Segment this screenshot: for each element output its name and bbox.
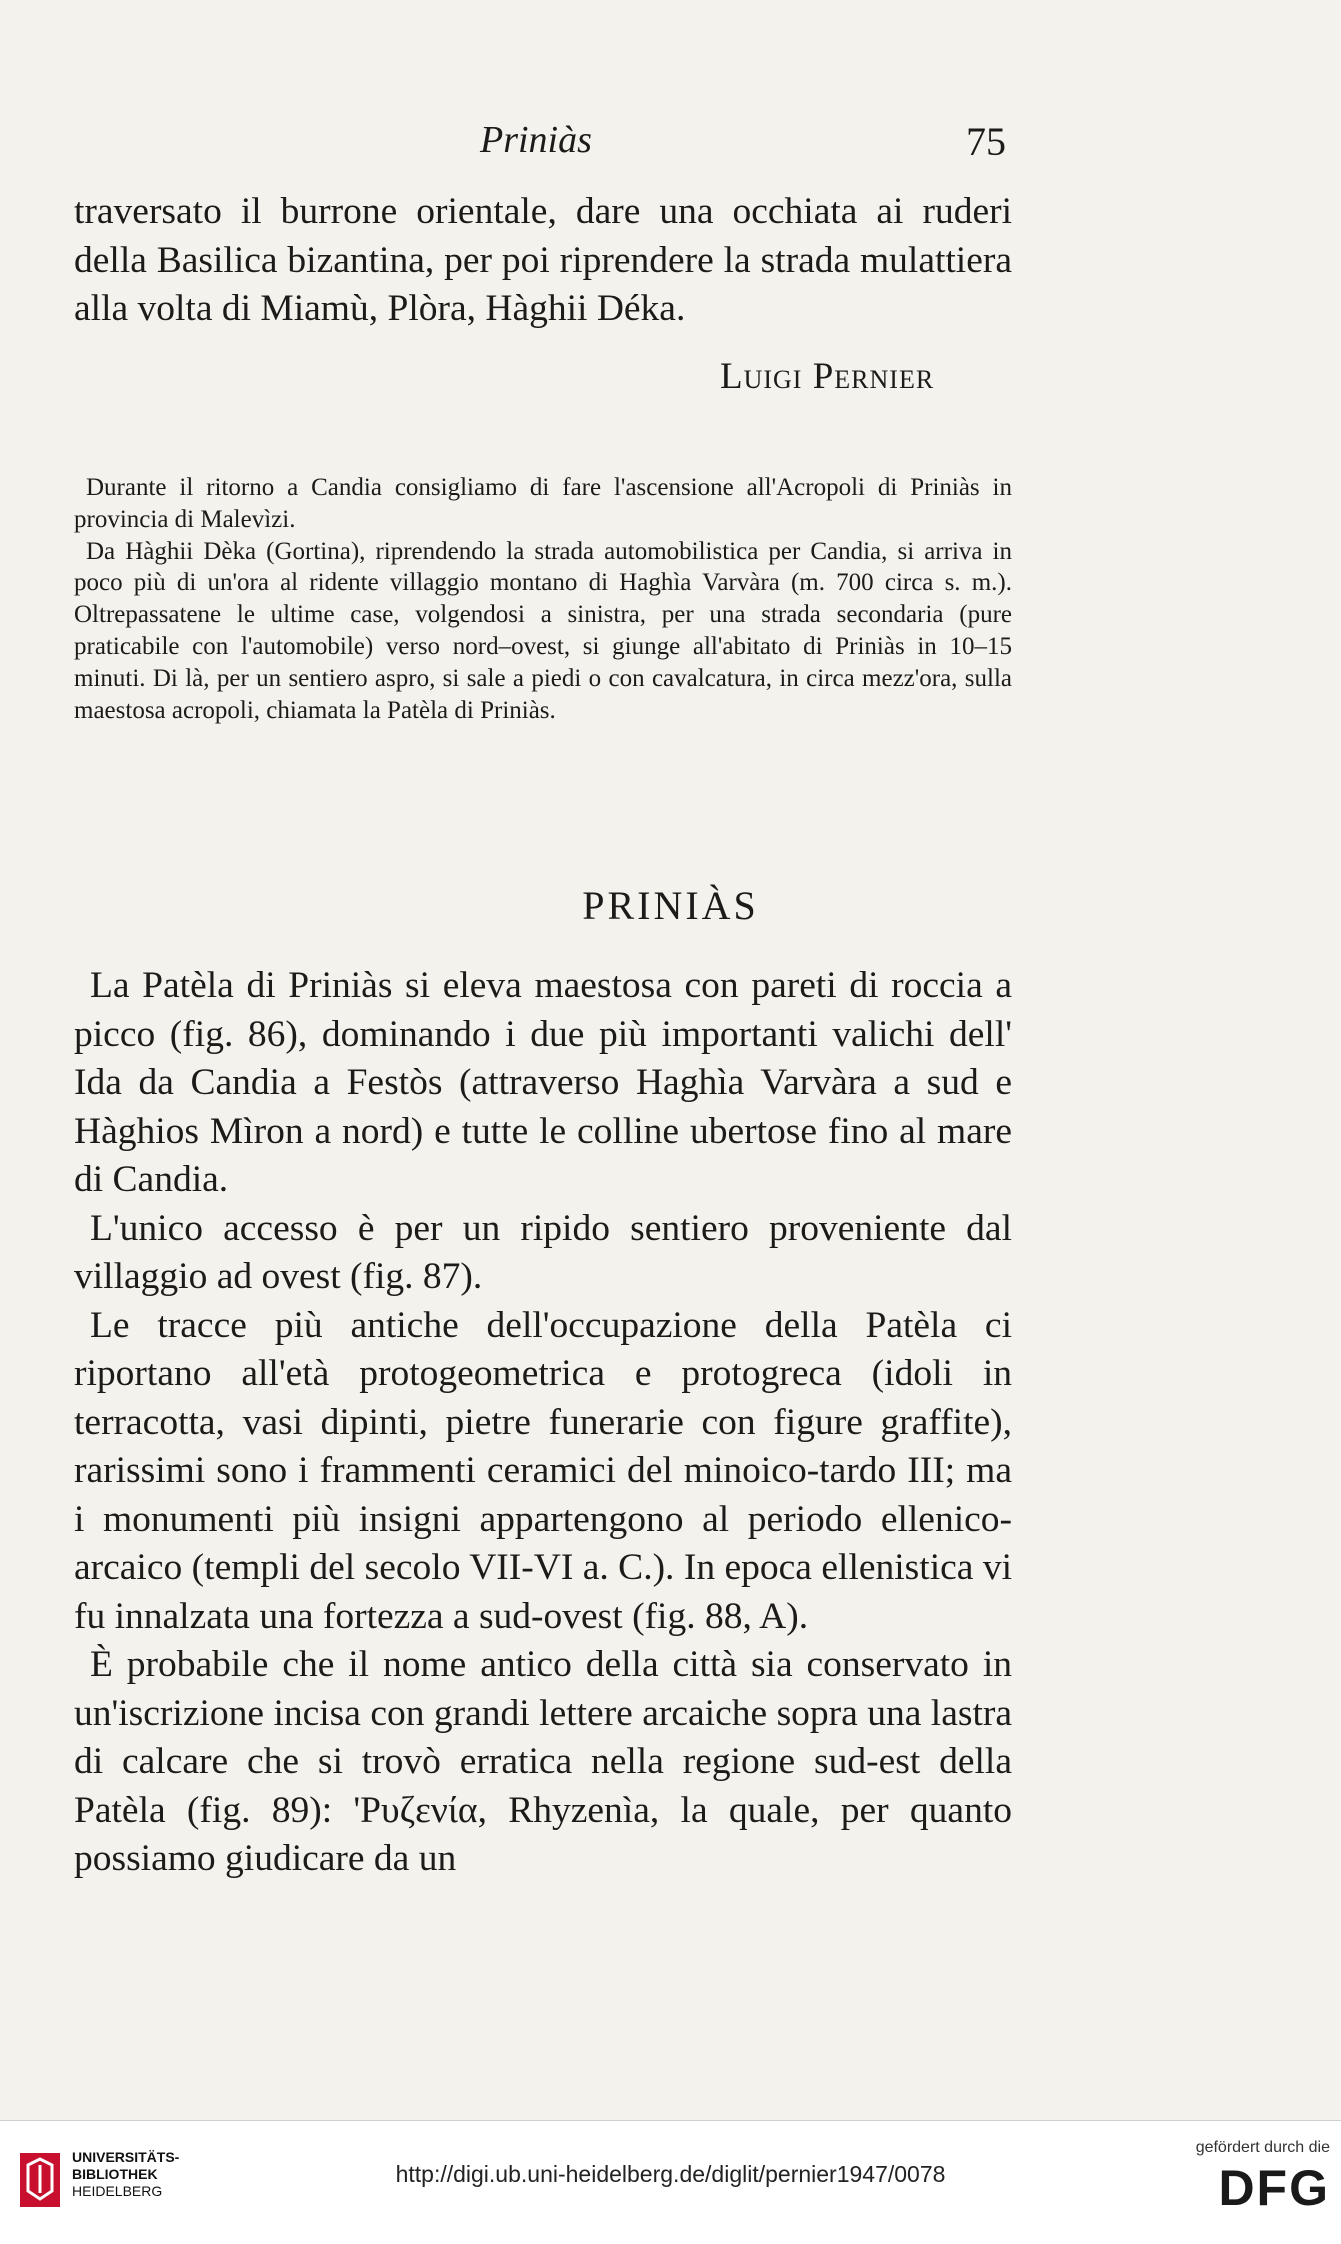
dfg-logo-text: DFG	[1218, 2160, 1330, 2216]
funding-caption: gefördert durch die	[1195, 2139, 1330, 2156]
running-title: Priniàs	[480, 119, 592, 161]
library-name-line: BIBLIOTHEK	[72, 2166, 158, 2182]
body-paragraph: Le tracce più antiche dell'occupazione della Patèla ci riportano all'età protogeometrica e protogreca (idoli in terracotta, vasi dipinti, pietre funerarie con figure graffite), rarissimi sono i frammenti ceramici del minoico-tardo III; ma i monumenti più insigni appartengono al periodo ellenico-arcaico (templi del secolo VII-VI a. C.). In epoca ellenistica vi fu innalzata una fortezza a sud-ovest (fig. 88, A).	[74, 1304, 1012, 1637]
viewer-footer	[0, 2120, 1341, 2244]
body-paragraph: L'unico accesso è per un ripido sentiero proveniente dal villaggio ad ovest (fig. 87).	[74, 1207, 1012, 1297]
library-name-line: HEIDELBERG	[72, 2183, 163, 2199]
body-paragraph: È probabile che il nome antico della città sia conservato in un'iscrizione incisa con grandi lettere arcaiche sopra una lastra di calcare che si trovò erratica nella regione sud-est della Patèla (fig. 89): 'Ρυζενία, Rhyzenìa, la quale, per quanto possiamo giudicare da un	[74, 1644, 1012, 1879]
note-paragraph: Durante il ritorno a Candia consigliamo di fare l'ascensione all'Acropoli di Priniàs in provincia di Malevìzi.	[74, 474, 1012, 533]
section-heading: PRINIÀS	[582, 883, 759, 928]
library-name-line: UNIVERSITÄTS-	[72, 2149, 180, 2165]
intro-text	[74, 188, 1012, 334]
travel-note	[74, 472, 1012, 726]
body-text	[74, 962, 1012, 1884]
body-paragraph: La Patèla di Priniàs si eleva maestosa con pareti di roccia a picco (fig. 86), dominando i due più importanti valichi dell' Ida da Candia a Festòs (attraverso Haghìa Varvàra a sud e Hàghios Mìron a nord) e tutte le colline ubertose fino al mare di Candia.	[74, 965, 1012, 1200]
funder-logo[interactable]	[1180, 2139, 1330, 2229]
page-number: 75	[966, 119, 1006, 164]
page-header	[0, 118, 1341, 178]
intro-paragraph: traversato il burrone orientale, dare una occhiata ai ruderi della Basilica bizantina, per poi riprendere la strada mulattiera alla volta di Miamù, Plòra, Hàghii Déka.	[74, 191, 1012, 329]
author-signature: Luigi Pernier	[720, 356, 935, 397]
document-url-link[interactable]: http://digi.ub.uni-heidelberg.de/diglit/pernier1947/0078	[395, 2161, 946, 2187]
note-paragraph: Da Hàghii Dèka (Gortina), riprendendo la strada automobilistica per Candia, si arriva in poco più di un'ora al ridente villaggio montano di Haghìa Varvàra (m. 700 circa s. m.). Oltrepassatene le ultime case, volgendosi a sinistra, per una strada secondaria (pure praticabile con l'automobile) verso nord–ovest, si giunge all'abitato di Priniàs in 10–15 minuti. Di là, per un sentiero aspro, si sale a piedi o con cavalcatura, in circa mezz'ora, sulla maestosa acropoli, chiamata la Patèla di Priniàs.	[74, 537, 1012, 724]
